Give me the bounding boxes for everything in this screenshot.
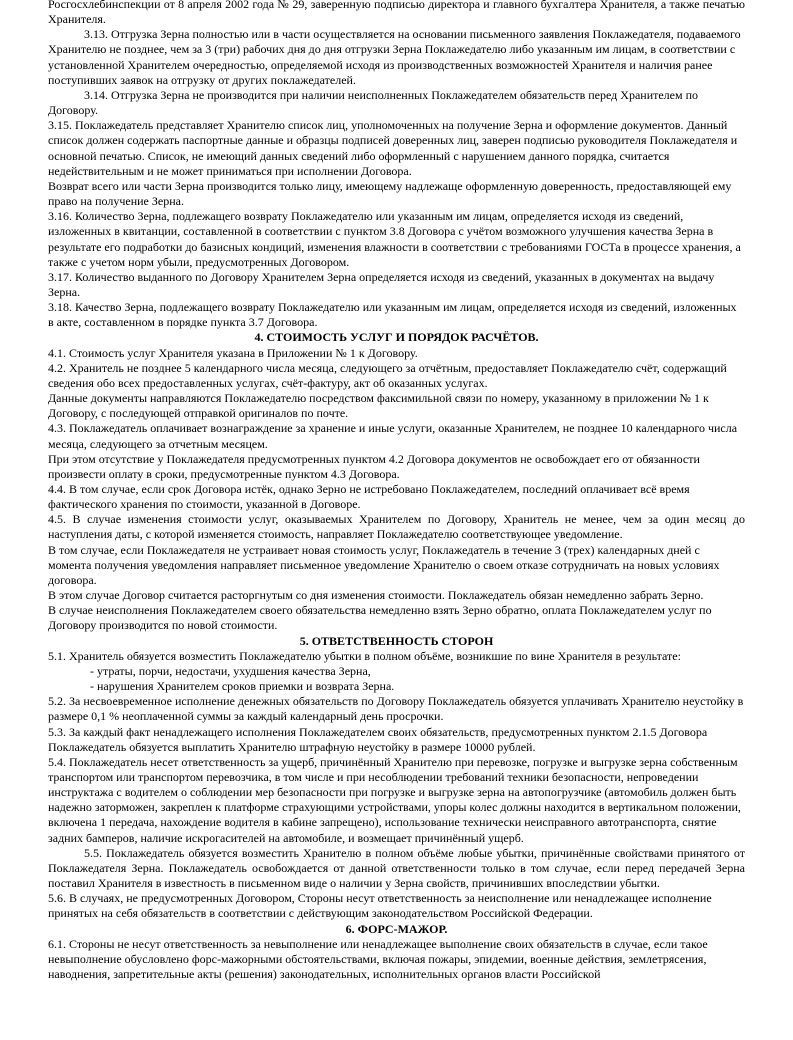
paragraph: 3.16. Количество Зерна, подлежащего возврату Поклажедателю или указанным им лицам, определяется исходя из сведений, изложенных в квитанции, составленной в соответствии с пунктом 3.8 Договора с учётом возможного улучшения качества Зерна в результате его подработки до базисных кондиций, изменения влажности в соответствии с требованиями ГОСТа в процессе хранения, а также с учетом норм убыли, предусмотренных Договором.: [48, 209, 741, 269]
paragraph: В этом случае Договор считается расторгнутым со дня изменения стоимости. Поклажедатель обязан немедленно забрать Зерно.: [48, 588, 704, 603]
paragraph: 5.3. За каждый факт ненадлежащего исполнения Поклажедателем своих обязательств, предусмотренных пунктом 2.1.5 Договора Поклажедатель обязуется выплатить Хранителю штрафную неустойку в размере 10000 рублей.: [48, 724, 708, 754]
paragraph: 6.1. Стороны не несут ответственность за невыполнение или ненадлежащее выполнение своих обязательств в случае, если такое невыполнение обусловлено форс-мажорными обстоятельствами, включая пожары, эпидемии, военные действия, землетрясения, наводнения, запретительные акты (решения) законодательных, исполнительных органов власти Российской: [48, 936, 708, 981]
paragraph: 4.3. Поклажедатель оплачивает вознаграждение за хранение и иные услуги, оказанные Хранителем, не позднее 10 календарного числа месяца, следующего за отчетным месяцем.: [48, 421, 738, 451]
section-heading: 5. ОТВЕТСТВЕННОСТЬ СТОРОН: [299, 633, 494, 648]
section-heading: 6. ФОРС-МАЖОР.: [345, 921, 448, 936]
paragraph: Данные документы направляются Поклажедателю посредством факсимильной связи по номеру, указанному в приложении № 1 к Договору, с последующей отправкой оригиналов по почте.: [48, 391, 709, 421]
paragraph: 5.4. Поклажедатель несет ответственность за ущерб, причинённый Хранителю при перевозке, погрузке и выгрузке зерна собственным транспортом или транспортом перевозчика, в том числе и при несоблюдении требований техники безопасности, непроведении инструктажа с водителем о соблюдении мер безопасности при погрузке и выгрузке зерна на автопогрузчике (автомобиль должен быть надежно заторможен, закреплен к платформе страхующими устройствами, упоры колес должны находится в вертикальном положении, включена 1 передача, нахождение водителя в кабине запрещено), использование технически неисправного автотранспорта, снятие задних бамперов, наличие искрогасителей на автомобиле, и возмещает причинённый ущерб.: [48, 754, 741, 845]
paragraph: 4.5. В случае изменения стоимости услуг, оказываемых Хранителем по Договору, Хранитель не менее, чем за один месяц до наступления даты, с которой изменяется стоимость, направляет Поклажедателю соответствующее уведомление.: [48, 512, 745, 542]
paragraph: 4.4. В том случае, если срок Договора истёк, однако Зерно не истребовано Поклажедателем, последний оплачивает всё время фактического хранения по стоимости, указанной в Договоре.: [48, 482, 690, 512]
paragraph: 5.6. В случаях, не предусмотренных Договором, Стороны несут ответственность за неисполнение или ненадлежащее исполнение принятых на себя обязательств в соответствии с действующим законодательством Российской Федерации.: [48, 891, 712, 921]
paragraph: 3.18. Качество Зерна, подлежащего возврату Поклажедателю или указанным им лицам, определяется исходя из сведений, изложенных в акте, составленном в порядке пункта 3.7 Договора.: [48, 300, 737, 330]
list-item: - нарушения Хранителем сроков приемки и возврата Зерна.: [90, 679, 395, 694]
paragraph: 5.2. За несвоевременное исполнение денежных обязательств по Договору Поклажедатель обязуется уплачивать Хранителю неустойку в размере 0,1 % неоплаченной суммы за каждый календарный день просрочки.: [48, 694, 744, 724]
paragraph: 3.17. Количество выданного по Договору Хранителем Зерна определяется исходя из сведений, указанных в документах на выдачу Зерна.: [48, 269, 715, 299]
paragraph: В случае неисполнения Поклажедателем своего обязательства немедленно взять Зерно обратно, оплата Поклажедателем услуг по Договору производится по новой стоимости.: [48, 603, 712, 633]
list-item: - утраты, порчи, недостачи, ухудшения качества Зерна,: [90, 663, 371, 678]
paragraph: 3.15. Поклажедатель представляет Хранителю список лиц, уполномоченных на получение Зерна и оформление документов. Данный список должен содержать паспортные данные и образцы подписей доверенных лиц, заверен подписью руководителя Поклажедателя и основной печатью. Список, не имеющий данных сведений либо оформленный с нарушением данного порядка, считается недействительным и не может приниматься при исполнении Договора.: [48, 118, 738, 178]
paragraph: 4.1. Стоимость услуг Хранителя указана в Приложении № 1 к Договору.: [48, 345, 418, 360]
paragraph: 3.13. Отгрузка Зерна полностью или в части осуществляется на основании письменного заявления Поклажедателя, подаваемого Хранителю не позднее, чем за 3 (три) рабочих дня до дня отгрузки Зерна Поклажедателю либо указанным им лицам, в соответствии с установленной Хранителем очередностью, определяемой исходя из производственных возможностей Хранителя и наличия ранее поступивших заявок на отгрузку от других поклажедателей.: [48, 27, 741, 87]
paragraph: Возврат всего или части Зерна производится только лицу, имеющему надлежаще оформленную доверенность, предоставляющей ему право на получение Зерна.: [48, 178, 732, 209]
paragraph: 4.2. Хранитель не позднее 5 календарного числа месяца, следующего за отчётным, предоставляет Поклажедателю счёт, содержащий сведения обо всех предоставленных услугах, счёт-фактуру, акт об оказанных услугах.: [48, 360, 727, 390]
paragraph: При этом отсутствие у Поклажедателя предусмотренных пунктом 4.2 Договора документов не освобождает его от обязанности произвести оплату в сроки, предусмотренные пунктом 4.3 Договора.: [48, 451, 700, 481]
paragraph: 5.5. Поклажедатель обязуется возместить Хранителю в полном объёме любые убытки, причинённые свойствами принятого от Поклажедателя Зерна. Поклажедатель освобождается от данной ответственности только в том случае, если перед передачей Зерна поставил Хранителя в известность в письменном виде о наличии у Зерна свойств, причинивших впоследствии убытки.: [48, 845, 745, 891]
paragraph: 5.1. Хранитель обязуется возместить Поклажедателю убытки в полном объёме, возникшие по вине Хранителя в результате:: [48, 648, 681, 663]
paragraph: 3.14. Отгрузка Зерна не производится при наличии неисполненных Поклажедателем обязательств перед Хранителем по Договору.: [48, 87, 699, 118]
paragraph: Росгосхлебинспекции от 8 апреля 2002 года № 29, заверенную подписью директора и главного бухгалтера Хранителя, а также печатью Хранителя.: [48, 0, 745, 27]
paragraph: В том случае, если Поклажедателя не устраивает новая стоимость услуг, Поклажедатель в течение 3 (трех) календарных дней с момента получения уведомления направляет письменное уведомление Хранителю о своем отказе сотрудничать на новых условиях договора.: [48, 542, 720, 587]
section-heading: 4. СТОИМОСТЬ УСЛУГ И ПОРЯДОК РАСЧЁТОВ.: [254, 330, 539, 345]
